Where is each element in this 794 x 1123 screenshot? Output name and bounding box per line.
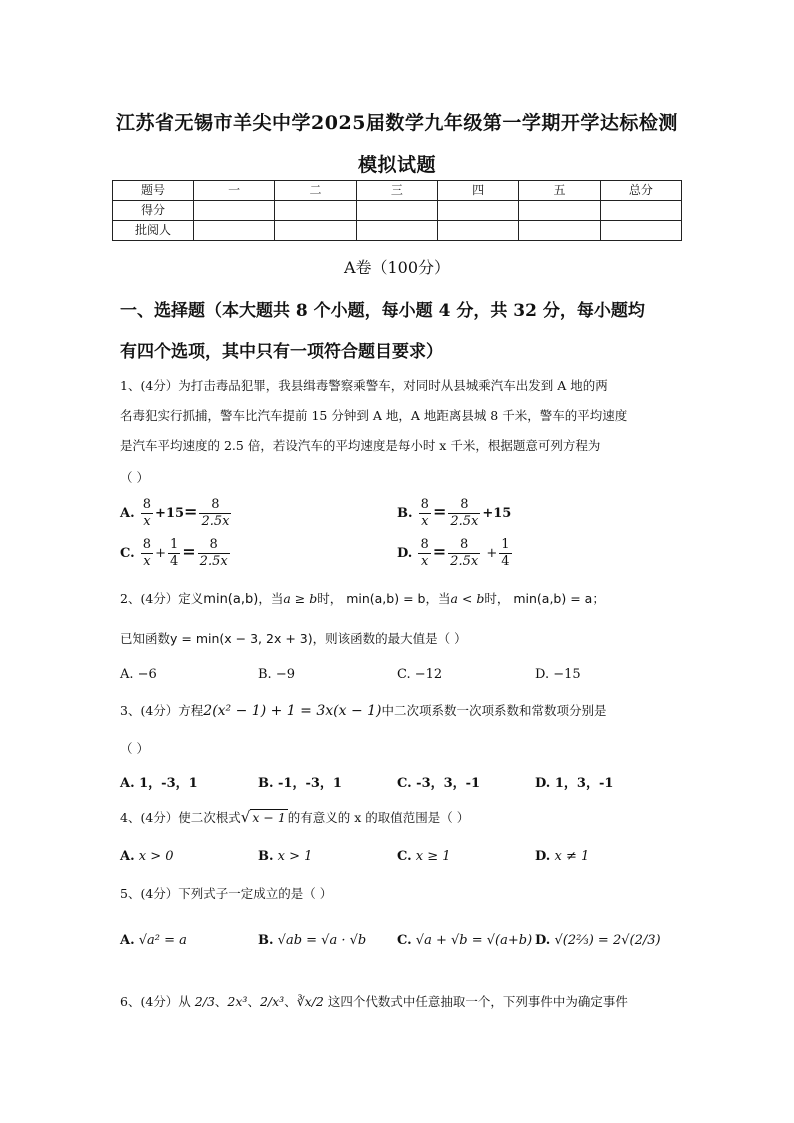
table-header-cell: 题号 — [113, 181, 194, 201]
table-header-cell: 一 — [194, 181, 275, 201]
row-label: 批阅人 — [113, 221, 194, 241]
table-header-cell: 总分 — [600, 181, 681, 201]
table-header-cell: 二 — [275, 181, 356, 201]
option-d[interactable]: D. x ≠ 1 — [535, 849, 590, 864]
question-1-line: 1、(4分）为打击毒品犯罪，我县缉毒警察乘警车，对同时从县城乘汽车出发到 A 地的两 — [120, 378, 608, 393]
option-c[interactable]: C. x ≥ 1 — [397, 849, 451, 864]
question-2-line: 已知函数y = min(x − 3, 2x + 3)，则该函数的最大值是（ ） — [120, 631, 467, 646]
option-b[interactable]: B. -1，-3，1 — [258, 776, 342, 791]
row-label: 得分 — [113, 201, 194, 221]
option-label: D. — [397, 546, 413, 561]
score-cell[interactable] — [437, 201, 518, 221]
question-1-line: 名毒犯实行抓捕，警车比汽车提前 15 分钟到 A 地，A 地距离县城 8 千米，警车的平均速度 — [120, 408, 628, 423]
option-d[interactable]: D. 1，3，-1 — [535, 776, 614, 791]
fraction: $\frac{8}{2.5x}$ — [450, 497, 479, 529]
score-cell[interactable] — [600, 201, 681, 221]
volume-heading: A卷（100分） — [343, 258, 451, 277]
option-b[interactable]: B. √ab = √a · √b — [258, 933, 367, 948]
table-header-cell: 五 — [519, 181, 600, 201]
table-header-cell: 三 — [356, 181, 437, 201]
option-c[interactable]: C. $\frac{8}{x}$ + $\frac{1}{4}$ = $\frac{8}{2.5x}$ — [120, 537, 228, 569]
section-heading-line2: 有四个选项，其中只有一项符合题目要求） — [120, 342, 443, 362]
option-d[interactable]: D. −15 — [535, 667, 581, 682]
option-label: B. — [397, 506, 413, 521]
fraction: $\frac{8}{x}$ — [420, 497, 429, 529]
fraction: $\frac{1}{4}$ — [169, 537, 179, 569]
question-1-line: 是汽车平均速度的 2.5 倍，若设汽车的平均速度是每小时 x 千米，根据题意可列方程为 — [120, 438, 601, 453]
option-a[interactable]: A. $\frac{8}{x}$ +15= $\frac{8}{2.5x}$ — [120, 497, 230, 529]
score-cell[interactable] — [194, 201, 275, 221]
option-c[interactable]: C. -3，3，-1 — [397, 776, 481, 791]
option-label: C. — [120, 546, 135, 561]
page-title-line2: 模拟试题 — [357, 154, 436, 176]
score-table-header-row — [113, 181, 682, 201]
option-d[interactable]: D. √(2⅔) = 2√(2/3) — [535, 933, 661, 948]
option-c[interactable]: C. √a + √b = √(a+b) — [397, 933, 533, 948]
question-5-line: 5、(4分）下列式子一定成立的是（ ） — [120, 886, 333, 901]
fraction: $\frac{8}{x}$ — [142, 497, 152, 529]
reviewer-row — [113, 221, 682, 241]
question-3-blank: （ ） — [120, 741, 149, 756]
question-6-line: 6、(4分）从 2/3、2x³、2/x³、∛x/2 这四个代数式中任意抽取一个，下列事件中为确定事件 — [120, 994, 628, 1009]
score-cell[interactable] — [519, 201, 600, 221]
fraction: $\frac{8}{x}$ — [420, 537, 429, 569]
option-d[interactable]: D. $\frac{8}{x}$ = $\frac{8}{2.5x}$ + $\frac{1}{4}$ — [397, 537, 510, 569]
fraction: $\frac{8}{2.5x}$ — [201, 497, 230, 529]
option-a[interactable]: A. √a² = a — [120, 933, 187, 948]
page-title: 江苏省无锡市羊尖中学2025届数学九年级第一学期开学达标检测 — [116, 112, 678, 134]
reviewer-cell[interactable] — [356, 221, 437, 241]
reviewer-cell[interactable] — [600, 221, 681, 241]
table-header-cell: 四 — [437, 181, 518, 201]
score-cell[interactable] — [356, 201, 437, 221]
option-a[interactable]: A. x > 0 — [120, 849, 174, 864]
option-b[interactable]: B. −9 — [258, 667, 295, 682]
option-b[interactable]: B. x > 1 — [258, 849, 313, 864]
option-a[interactable]: A. −6 — [120, 667, 157, 682]
score-row — [113, 201, 682, 221]
option-label: A. — [120, 506, 135, 521]
option-a[interactable]: A. 1，-3，1 — [120, 776, 198, 791]
question-1-blank: （ ） — [120, 470, 149, 485]
question-3-line: 3、(4分）方程2(x² − 1) + 1 = 3x(x − 1)中二次项系数一次项系数和常数项分别是 — [120, 703, 607, 719]
score-table — [112, 180, 682, 241]
reviewer-cell[interactable] — [437, 221, 518, 241]
fraction: $\frac{8}{x}$ — [142, 537, 152, 569]
fraction: $\frac{1}{4}$ — [501, 537, 510, 569]
option-b[interactable]: B. $\frac{8}{x}$ = $\frac{8}{2.5x}$ +15 — [397, 497, 512, 529]
score-cell[interactable] — [275, 201, 356, 221]
section-heading: 一、选择题（本大题共 8 个小题，每小题 4 分，共 32 分，每小题均 — [120, 301, 645, 321]
option-c[interactable]: C. −12 — [397, 667, 443, 682]
reviewer-cell[interactable] — [194, 221, 275, 241]
fraction: $\frac{8}{2.5x}$ — [199, 537, 228, 569]
reviewer-cell[interactable] — [519, 221, 600, 241]
reviewer-cell[interactable] — [275, 221, 356, 241]
question-2-line: 2、(4分）定义min(a,b)，当a ≥ b时， min(a,b) = b，当a < b时， min(a,b) = a； — [120, 591, 605, 607]
fraction: $\frac{8}{2.5x}$ — [450, 537, 479, 569]
question-4-line: 4、(4分）使二次根式√ x − 1 的有意义的 x 的取值范围是（ ） — [120, 808, 470, 826]
